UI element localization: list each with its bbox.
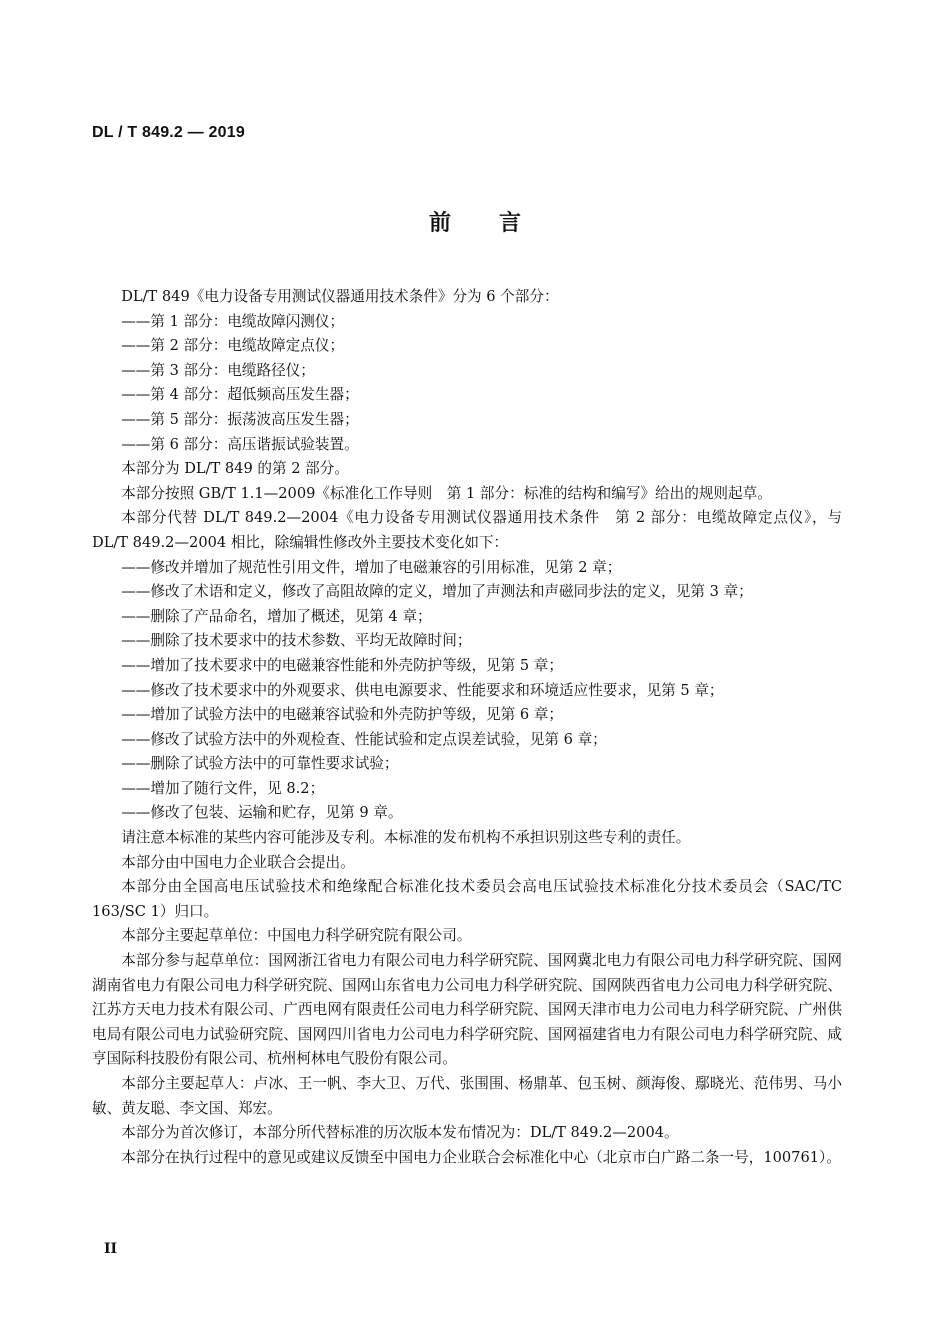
list-item: ——修改了术语和定义，修改了高阻故障的定义，增加了声测法和声磁同步法的定义，见第 3 章； — [121, 583, 753, 601]
list-item: ——删除了试验方法中的可靠性要求试验； — [121, 755, 399, 773]
list-item: ——修改了技术要求中的外观要求、供电电源要求、性能要求和环境适应性要求，见第 5 章； — [121, 681, 724, 699]
paragraph: 本部分参与起草单位：国网浙江省电力有限公司电力科学研究院、国网冀北电力有限公司电力科学研究院、国网湖南省电力有限公司电力科学研究院、国网山东省电力公司电力科学研究院、国网陕西省电力公司电力科学研究院、江苏方天电力技术有限公司、广西电网有限责任公司电力科学研究院、国网天津市电力公司电力科学研究院、广州供电局有限公司电力试验研究院、国网四川省电力公司电力科学研究院、国网福建省电力有限公司电力科学研究院、咸亨国际科技股份有限公司、杭州柯林电气股份有限公司。 — [92, 952, 842, 1068]
standard-code-header: DL / T 849.2 — 2019 — [92, 124, 245, 141]
paragraph: 本部分为 DL/T 849 的第 2 部分。 — [121, 460, 349, 478]
list-item: ——修改了试验方法中的外观检查、性能试验和定点误差试验，见第 6 章； — [121, 730, 607, 748]
list-item: ——修改了包装、运输和贮存，见第 9 章。 — [121, 804, 403, 822]
page-number: II — [104, 1241, 118, 1257]
list-item: ——删除了技术要求中的技术参数、平均无故障时间； — [121, 632, 472, 650]
paragraph: 本部分在执行过程中的意见或建议反馈至中国电力企业联合会标准化中心（北京市白广路二条一号，100761）。 — [121, 1148, 841, 1166]
paragraph: 本部分代替 DL/T 849.2—2004《电力设备专用测试仪器通用技术条件 第 2 部分：电缆故障定点仪》，与 DL/T 849.2—2004 相比，除编辑性修改外主要技术变化如下： — [92, 509, 842, 551]
paragraph: 本部分由全国高电压试验技术和绝缘配合标准化技术委员会高电压试验技术标准化分技术委员会（SAC/TC 163/SC 1）归口。 — [92, 878, 842, 920]
list-item: ——第 4 部分：超低频高压发生器； — [121, 386, 359, 404]
list-item: ——增加了试验方法中的电磁兼容试验和外壳防护等级，见第 6 章； — [121, 706, 563, 724]
list-item: ——第 1 部分：电缆故障闪测仪； — [121, 312, 345, 330]
paragraph: 请注意本标准的某些内容可能涉及专利。本标准的发布机构不承担识别这些专利的责任。 — [121, 829, 691, 847]
paragraph: 本部分由中国电力企业联合会提出。 — [121, 853, 355, 871]
list-item: ——修改并增加了规范性引用文件，增加了电磁兼容的引用标准，见第 2 章； — [121, 558, 622, 576]
list-item: ——第 6 部分：高压谐振试验装置。 — [121, 435, 359, 453]
paragraph: DL/T 849《电力设备专用测试仪器通用技术条件》分为 6 个部分： — [121, 288, 559, 305]
list-item: ——第 2 部分：电缆故障定点仪； — [121, 337, 345, 355]
paragraph: 本部分主要起草人：卢冰、王一帆、李大卫、万代、张围围、杨鼎革、包玉树、颜海俊、鄢晓光、范伟男、马小敏、黄友聪、李文国、郑宏。 — [92, 1075, 842, 1117]
page-title: 前言 — [428, 210, 569, 236]
list-item: ——增加了技术要求中的电磁兼容性能和外壳防护等级，见第 5 章； — [121, 656, 563, 674]
foreword-body — [92, 285, 842, 1170]
paragraph: 本部分按照 GB/T 1.1—2009《标准化工作导则 第 1 部分：标准的结构和编写》给出的规则起草。 — [121, 484, 772, 502]
paragraph: 本部分为首次修订，本部分所代替标准的历次版本发布情况为：DL/T 849.2—2004。 — [121, 1124, 679, 1142]
list-item: ——第 5 部分：振荡波高压发生器； — [121, 410, 359, 428]
paragraph: 本部分主要起草单位：中国电力科学研究院有限公司。 — [121, 927, 472, 945]
list-item: ——增加了随行文件，见 8.2； — [121, 779, 325, 797]
list-item: ——第 3 部分：电缆路径仪； — [121, 361, 315, 379]
list-item: ——删除了产品命名，增加了概述，见第 4 章； — [121, 607, 432, 625]
